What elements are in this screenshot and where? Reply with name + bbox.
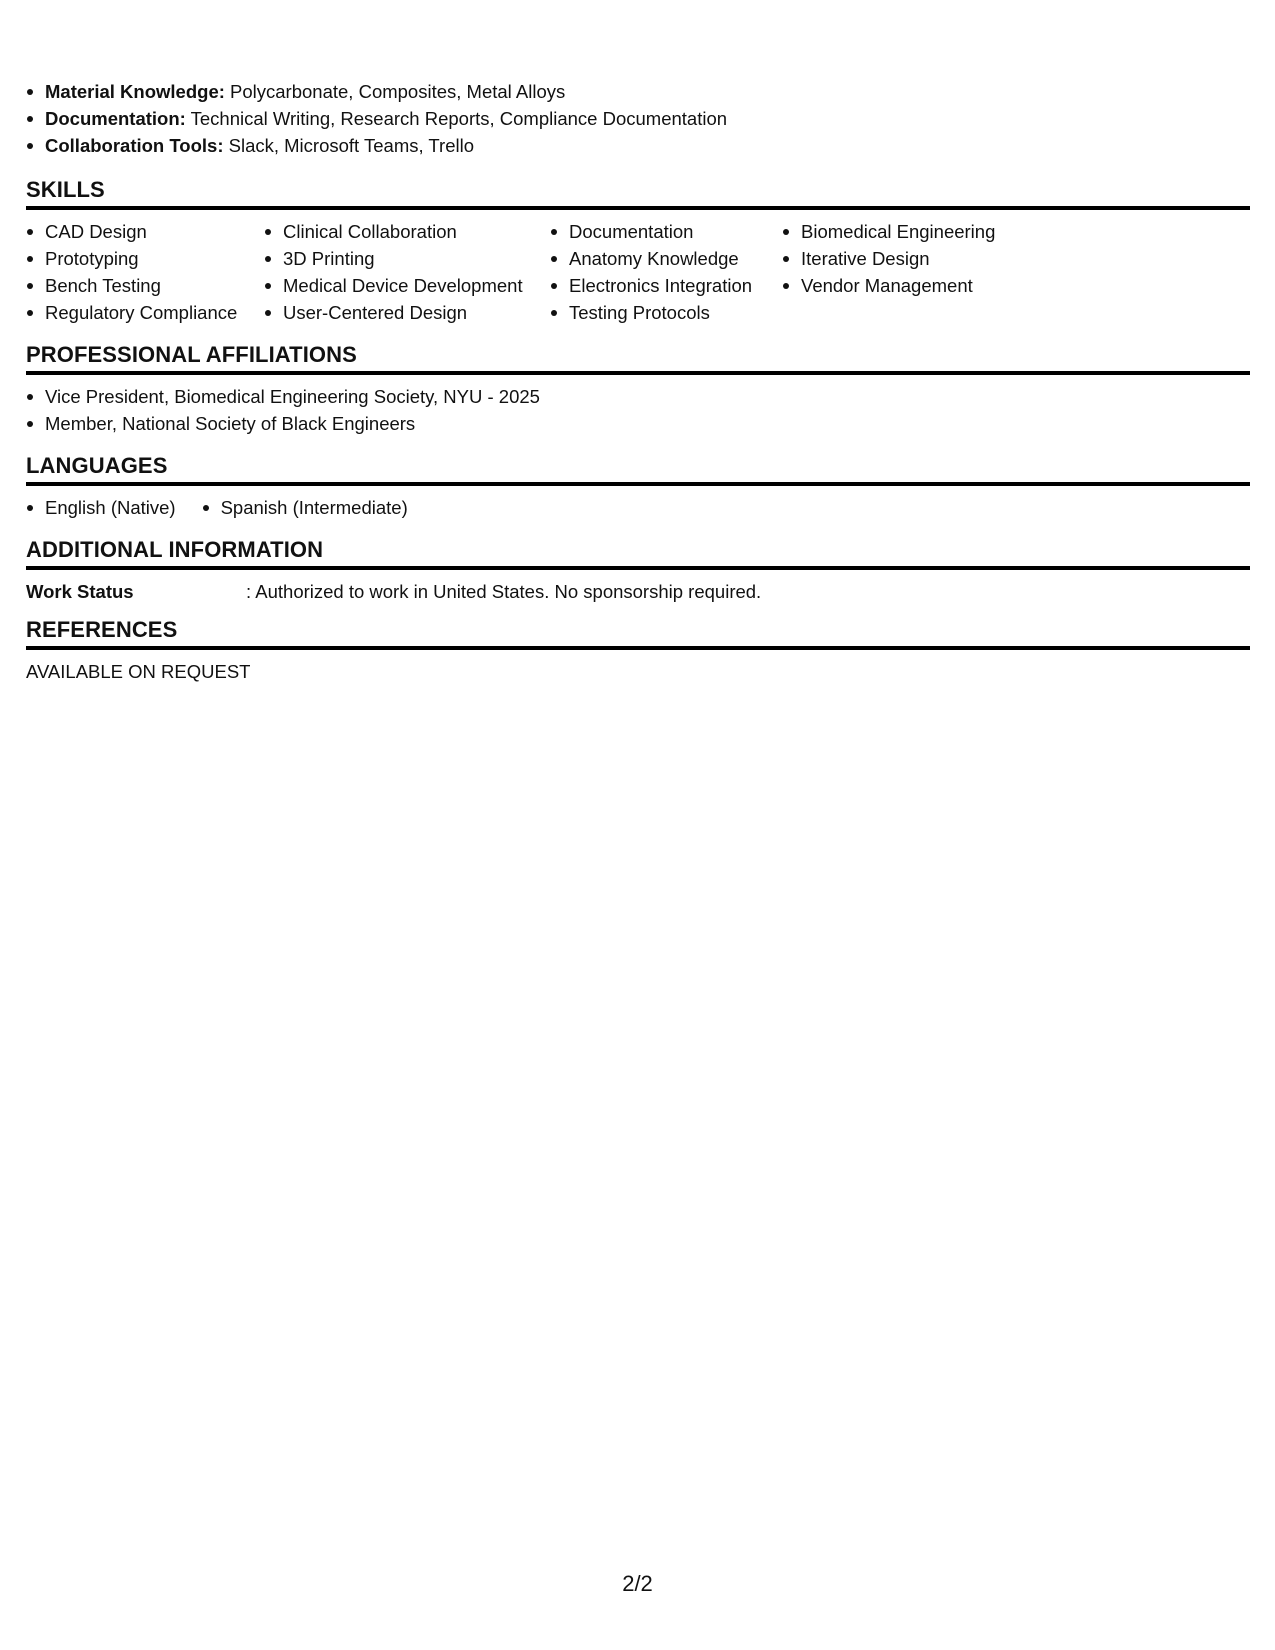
item-label: Documentation: [45, 108, 186, 129]
list-item [26, 105, 1250, 132]
work-status-label: Work Status [26, 581, 134, 602]
skill-item: Anatomy Knowledge [550, 245, 782, 272]
item-label: Collaboration Tools: [45, 135, 224, 156]
work-status-row [26, 578, 1250, 605]
references-text: AVAILABLE ON REQUEST [26, 661, 251, 682]
skill-item: Vendor Management [782, 272, 1082, 299]
skills-column [264, 218, 550, 326]
skill-item: Testing Protocols [550, 299, 782, 326]
skill-item: Clinical Collaboration [264, 218, 550, 245]
languages-list [26, 494, 1250, 521]
additional-info-heading: ADDITIONAL INFORMATION [26, 537, 324, 562]
skill-item: 3D Printing [264, 245, 550, 272]
affiliation-item: Vice President, Biomedical Engineering Society, NYU - 2025 [26, 383, 1250, 410]
skills-heading: SKILLS [26, 177, 105, 202]
skill-item: Biomedical Engineering [782, 218, 1082, 245]
section-divider [26, 482, 1250, 486]
skill-item: Medical Device Development [264, 272, 550, 299]
references-heading: REFERENCES [26, 617, 178, 642]
skill-item: Electronics Integration [550, 272, 782, 299]
item-value: Technical Writing, Research Reports, Compliance Documentation [190, 108, 728, 129]
skills-column [26, 218, 264, 326]
section-divider [26, 206, 1250, 210]
list-item [26, 132, 1250, 159]
affiliation-item: Member, National Society of Black Engineers [26, 410, 1250, 437]
skill-item: Regulatory Compliance [26, 299, 264, 326]
item-value: Slack, Microsoft Teams, Trello [228, 135, 474, 156]
page-number: 2/2 [622, 1571, 653, 1596]
section-divider [26, 371, 1250, 375]
skill-item: Prototyping [26, 245, 264, 272]
item-label: Material Knowledge: [45, 81, 225, 102]
skill-item: User-Centered Design [264, 299, 550, 326]
languages-heading: LANGUAGES [26, 453, 168, 478]
skill-item: Bench Testing [26, 272, 264, 299]
resume-page [26, 78, 1250, 685]
skills-column [782, 218, 1082, 326]
item-value: Polycarbonate, Composites, Metal Alloys [230, 81, 566, 102]
section-divider [26, 566, 1250, 570]
technical-skills-list [26, 78, 1250, 159]
list-item [26, 78, 1250, 105]
affiliations-list [26, 383, 1250, 437]
skills-column [550, 218, 782, 326]
section-divider [26, 646, 1250, 650]
language-item: Spanish (Intermediate) [202, 494, 408, 521]
skills-grid [26, 218, 1250, 326]
language-item: English (Native) [26, 494, 176, 521]
work-status-value: : Authorized to work in United States. No sponsorship required. [246, 581, 762, 602]
skill-item: CAD Design [26, 218, 264, 245]
skill-item: Documentation [550, 218, 782, 245]
affiliations-heading: PROFESSIONAL AFFILIATIONS [26, 342, 357, 367]
skill-item: Iterative Design [782, 245, 1082, 272]
